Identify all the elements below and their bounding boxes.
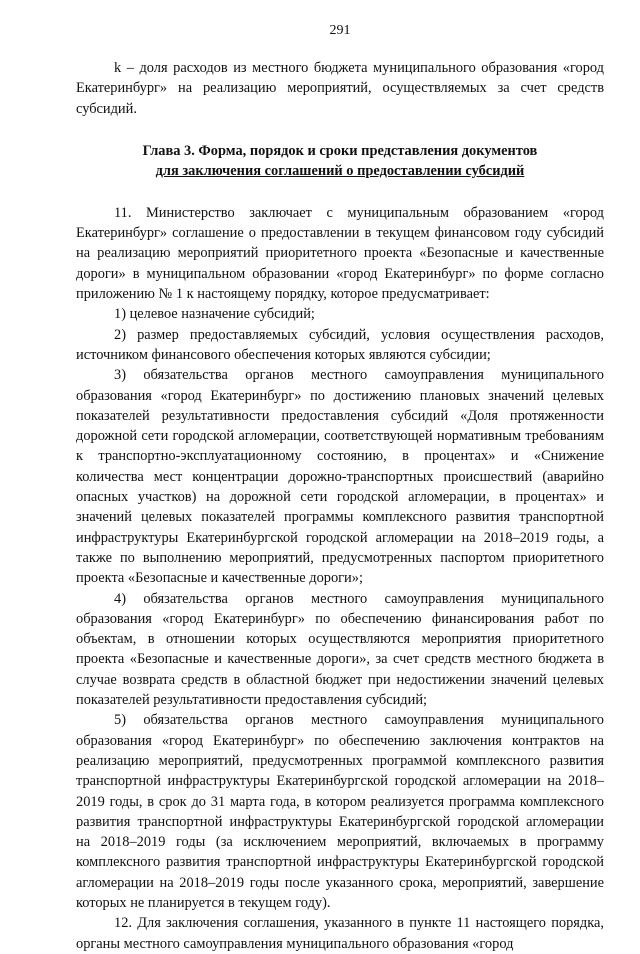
paragraph-11-item-5: 5) обязательства органов местного самоуправления муниципального образования «город Екатеринбург» по обеспечению заключения контрактов на реализацию мероприятий, предусмотренных программой комплексного развития транспортной инфраструктуры Екатеринбургской городской агломерации на 2018–2019 годы, в срок до 31 марта года, в котором реализуется программа комплексного развития транспортной инфраструктуры Екатеринбургской городской агломерации на 2018–2019 годы (за исключением мероприятий, включаемых в программу комплексного развития транспортной инфраструктуры Екатеринбургской городской агломерации на 2018–2019 годы после указанного срока, мероприятий, завершение которых не планируется в текущем году). — [76, 712, 604, 911]
paragraph-11-item-2: 2) размер предоставляемых субсидий, условия осуществления расходов, источником финансового обеспечения которых являются субсидии; — [76, 326, 604, 363]
paragraph-11-item-4: 4) обязательства органов местного самоуправления муниципального образования «город Екатеринбург» по обеспечению финансирования работ по объектам, в отношении которых осуществляются мероприятия приоритетного проекта «Безопасные и качественные дороги», за счет средств местного бюджета в случае возврата средств в областной бюджет при недостижении значений целевых показателей результативности предоставления субсидий; — [76, 590, 604, 709]
paragraph-12: 12. Для заключения соглашения, указанного в пункте 11 настоящего порядка, органы местного самоуправления муниципального образования «город — [76, 915, 604, 952]
intro-paragraph: k – доля расходов из местного бюджета муниципального образования «город Екатеринбург» на реализацию мероприятий, осуществляемых за счет средств субсидий. — [76, 60, 604, 117]
paragraph-11-item-1: 1) целевое назначение субсидий; — [114, 306, 315, 323]
chapter-heading-line-2: для заключения соглашений о предоставлении субсидий — [155, 162, 525, 179]
paragraph-11: 11. Министерство заключает с муниципальным образованием «город Екатеринбург» соглашение о предоставлении в текущем финансовом году субсидий на реализацию мероприятий приоритетного проекта «Безопасные и качественные дороги» в муниципальном образовании «город Екатеринбург» по форме согласно приложению № 1 к настоящему порядку, которое предусматривает: — [76, 204, 604, 303]
paragraph-11-item-3: 3) обязательства органов местного самоуправления муниципального образования «город Екатеринбург» по достижению плановых значений целевых показателей результативности предоставления субсидий «Доля протяженности дорожной сети городской агломерации, соответствующей нормативным требованиям к транспортно-эксплуатационному состоянию, в процентах» и «Снижение количества мест концентрации дорожно-транспортных происшествий (аварийно опасных участков) на дорожной сети городской агломерации, в процентах» и значений целевых показателей программы комплексного развития транспортной инфраструктуры Екатеринбургской городской агломерации на 2018–2019 годы, а также по выполнению мероприятий, предусмотренных паспортом приоритетного проекта «Безопасные и качественные дороги»; — [76, 367, 604, 587]
chapter-heading-line-1: Глава 3. Форма, порядок и сроки представления документов — [142, 142, 538, 159]
chapter-heading — [76, 141, 604, 181]
page-number: 291 — [329, 23, 351, 38]
